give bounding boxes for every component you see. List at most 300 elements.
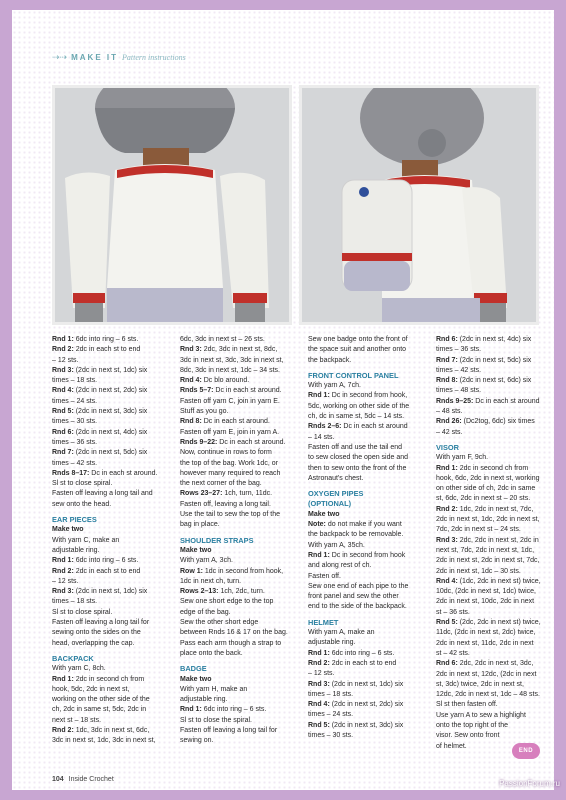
instruction-line (180, 345, 304, 355)
instruction-line (436, 505, 560, 515)
round-label: Note: (308, 521, 326, 529)
instruction-line (436, 546, 560, 556)
instruction-text: Astronaut's chest. (308, 474, 364, 482)
round-label: Rnd 1: (52, 557, 74, 565)
instruction-text: (2dc in next st, 5dc) six (73, 449, 148, 457)
instruction-text: Dc in second from hook (329, 551, 406, 559)
make-it-label: MAKE IT (71, 53, 118, 62)
instruction-text: front panel and sew the other (308, 593, 399, 601)
instruction-line (52, 675, 176, 685)
instruction-text: 3dc in next st, 1dc, 3dc in next st, (52, 737, 156, 745)
subheading: Make two (180, 675, 212, 683)
instruction-line (52, 597, 176, 607)
instruction-text: to sew closed the open side and (308, 454, 409, 462)
round-label: Rows 23–27: (180, 490, 223, 498)
instruction-line (308, 530, 432, 540)
instruction-line (52, 479, 176, 489)
instruction-text: – 42 sts. (436, 428, 463, 436)
instruction-line (52, 335, 176, 345)
instruction-text: st, 6dc, 2dc in next st – 20 sts. (436, 495, 531, 503)
watermark: PassionForum.ru (499, 779, 560, 788)
instruction-line (436, 731, 560, 741)
instruction-line (180, 448, 304, 458)
instruction-line (308, 659, 432, 669)
instruction-line (308, 443, 432, 453)
instruction-line (436, 556, 560, 566)
instruction-text: times – 36 sts. (52, 438, 98, 446)
instruction-text: working on the other side of the (52, 696, 150, 704)
instruction-text: 6dc, 3dc in next st – 26 sts. (180, 336, 265, 343)
instruction-text: times – 18 sts. (52, 377, 98, 385)
round-label: Rnd 1: (308, 392, 330, 400)
instruction-text: 2dc in each st to end (329, 659, 397, 667)
instruction-text: 2dc in second ch from (457, 464, 529, 472)
instruction-line (436, 742, 560, 752)
instruction-line (308, 572, 432, 582)
instruction-text: (2dc in next st, 6dc) six (457, 377, 532, 385)
round-label: Rnds 5–7: (180, 387, 214, 395)
instruction-text: 1dc, 2dc in next st, 7dc, (457, 505, 534, 513)
round-label: Rnd 4: (52, 387, 74, 395)
instruction-text: Fasten off leaving a long tail for (52, 619, 150, 627)
instruction-text: sew onto the head. (52, 500, 112, 508)
instruction-line (308, 710, 432, 720)
instruction-line (308, 582, 432, 592)
round-label: Rnd 8: (436, 377, 458, 385)
round-label: Rnd 6: (436, 336, 458, 343)
instruction-line (180, 397, 304, 407)
round-label: Rnd 3: (180, 346, 202, 354)
round-label: Rnd 1: (180, 706, 202, 714)
instruction-line (180, 628, 304, 638)
instruction-text: do not make if you want (325, 521, 402, 529)
instruction-text: Sl st then fasten off. (436, 701, 498, 709)
instruction-text: – 12 sts. (308, 670, 335, 678)
instruction-text: hook, 5dc, 2dc in next st, (52, 685, 130, 693)
instruction-text: 1dc, 3dc in next st, 6dc, (73, 726, 150, 734)
instruction-text: Fasten off leaving a long tail and (52, 490, 153, 498)
instruction-text: onto the top right of the (436, 721, 508, 729)
text-column-2 (180, 335, 304, 752)
instruction-text: 3dc in next st, 3dc, 3dc in next st, (180, 356, 284, 364)
instruction-text: place onto the back. (180, 649, 243, 657)
instruction-text: Use the tail to sew the top of the (180, 511, 281, 519)
instruction-line (436, 397, 560, 407)
instruction-line (436, 680, 560, 690)
instruction-line (436, 335, 560, 345)
instruction-text: – 14 sts. (308, 433, 335, 441)
instruction-text: times – 36 sts. (436, 346, 482, 354)
instruction-line (436, 386, 560, 396)
instruction-text: 1ch, 2dc, turn. (218, 588, 265, 596)
instruction-text: With yarn H, make an (180, 685, 248, 693)
instruction-line (436, 587, 560, 597)
instruction-line (180, 428, 304, 438)
instruction-line (52, 716, 176, 726)
instruction-text: 5dc, working on other side of the (308, 402, 410, 410)
section-heading: VISOR (436, 442, 459, 452)
instruction-line (52, 639, 176, 649)
instruction-text: (2dc in next st, 3dc) six (73, 408, 148, 416)
instruction-line (436, 356, 560, 366)
instruction-line (52, 469, 176, 479)
instruction-line (308, 649, 432, 659)
instruction-text: Dc in each st around (473, 397, 540, 405)
instruction-line (52, 736, 176, 746)
round-label: Rnd 4: (180, 377, 202, 385)
instruction-line (436, 690, 560, 700)
instruction-line (436, 649, 560, 659)
instruction-text: Fasten off. (308, 572, 341, 580)
instruction-line (308, 345, 432, 355)
round-label: Rnd 1: (308, 551, 330, 559)
instruction-line (436, 628, 560, 638)
instruction-text: Sew one short edge to the top (180, 598, 274, 606)
instruction-text: 1dc in next ch, turn. (180, 577, 242, 585)
instruction-line (308, 474, 432, 484)
instruction-line (52, 726, 176, 736)
instruction-text: times – 24 sts. (308, 711, 354, 719)
instruction-text: Fasten off, leaving a long tail. (180, 500, 271, 508)
section-heading: (OPTIONAL) (308, 499, 352, 509)
instruction-text: Fasten off leaving a long tail for (180, 726, 278, 734)
section-heading: EAR PIECES (52, 515, 97, 525)
magazine-page (12, 10, 554, 790)
round-label: Rnd 1: (436, 464, 458, 472)
instruction-text: the space suit and another onto (308, 346, 407, 354)
round-label: Rnd 3: (52, 588, 74, 596)
instruction-text: With yarn A, 7ch. (308, 382, 361, 390)
text-column-1 (52, 335, 176, 752)
round-label: Rnds 9–25: (436, 397, 474, 405)
text-column-3 (308, 335, 432, 752)
instruction-line (52, 366, 176, 376)
instruction-text: Sew the other short edge (180, 619, 259, 627)
instruction-text: hook, 6dc, 2dc in next st, working (436, 474, 540, 482)
instruction-text: ch, 2dc in same st, 5dc, 2dc in (52, 706, 147, 714)
instruction-line (308, 422, 432, 432)
instruction-line (180, 736, 304, 746)
instruction-text: 2dc in next st, 11dc, 2dc in next (436, 639, 534, 647)
instruction-line (180, 649, 304, 659)
round-label: Rnd 2: (52, 346, 74, 354)
instruction-line (52, 489, 176, 499)
instruction-line (180, 417, 304, 427)
instruction-line (180, 489, 304, 499)
instruction-line (180, 597, 304, 607)
instruction-line (308, 541, 432, 551)
instruction-text: (2dc in next st, 2dc) six (329, 701, 404, 709)
instruction-line (308, 433, 432, 443)
instruction-line (180, 716, 304, 726)
instruction-text: the backpack to be removable. (308, 531, 404, 539)
instruction-line (308, 731, 432, 741)
instruction-text: Fasten off yarn C, join in yarn E. (180, 397, 280, 405)
instruction-line (436, 597, 560, 607)
subheading: Make two (308, 510, 340, 518)
instruction-text: Dc in each st around. (89, 469, 158, 477)
instruction-text: on other side of ch, 2dc in same (436, 485, 536, 493)
instruction-text: Dc in each st around. (213, 387, 282, 395)
round-label: Rnd 2: (52, 726, 74, 734)
instruction-text: the next corner of the bag. (180, 480, 262, 488)
instruction-line (308, 464, 432, 474)
instruction-line (52, 695, 176, 705)
instruction-line (308, 592, 432, 602)
instruction-line (180, 556, 304, 566)
photo-astronaut-back (299, 85, 539, 325)
instruction-text: – 12 sts. (52, 577, 79, 585)
astronaut-back-image (302, 88, 536, 322)
instruction-line (52, 417, 176, 427)
instruction-line (436, 608, 560, 618)
instruction-line (180, 356, 304, 366)
instruction-text: (2dc in next st, 5dc) six (457, 356, 532, 364)
instruction-text: adjustable ring. (308, 639, 356, 647)
instruction-text: With yarn A, make an (308, 629, 375, 637)
instruction-line (180, 386, 304, 396)
instruction-text: Sl st to close the spiral. (180, 716, 252, 724)
instruction-text: Dc blo around. (201, 377, 250, 385)
instruction-text: 2dc in second ch from (73, 675, 145, 683)
instruction-line (308, 602, 432, 612)
instruction-text: st – 42 sts. (436, 649, 470, 657)
instruction-line (180, 685, 304, 695)
instruction-line (52, 376, 176, 386)
section-header (52, 52, 186, 63)
instruction-line (180, 587, 304, 597)
round-label: Rows 2–13: (180, 588, 219, 596)
instruction-text: the backpack. (308, 356, 352, 364)
instruction-line (52, 577, 176, 587)
instruction-line (52, 448, 176, 458)
round-label: Rnd 3: (308, 680, 330, 688)
instruction-text: times – 30 sts. (308, 731, 354, 739)
instruction-text: With yarn F, 9ch. (436, 454, 489, 462)
instruction-text: 6dc into ring – 6 sts. (329, 649, 395, 657)
instruction-line (180, 577, 304, 587)
instruction-line (436, 345, 560, 355)
instruction-line (308, 561, 432, 571)
round-label: Rnd 7: (52, 449, 74, 457)
instruction-text: (2dc in next st, 1dc) six (73, 366, 148, 374)
instruction-line (180, 376, 304, 386)
instruction-line (308, 690, 432, 700)
instruction-line (52, 536, 176, 546)
instruction-line (52, 705, 176, 715)
instruction-line (436, 417, 560, 427)
instruction-text: Use yarn A to sew a highlight (436, 711, 526, 719)
instruction-line (436, 659, 560, 669)
section-heading: SHOULDER STRAPS (180, 535, 254, 545)
instruction-text: – 48 sts. (436, 408, 463, 416)
instruction-line (180, 479, 304, 489)
round-label: Rnd 26: (436, 418, 462, 426)
instruction-line (308, 391, 432, 401)
instruction-line (436, 376, 560, 386)
subheading: Make two (52, 526, 84, 534)
instruction-line (436, 618, 560, 628)
instruction-line (52, 500, 176, 510)
instruction-line (308, 335, 432, 345)
instruction-text: adjustable ring. (52, 546, 100, 554)
round-label: Rnd 1: (308, 649, 330, 657)
instruction-text: times – 18 sts. (308, 690, 354, 698)
instruction-text: Sl st to close spiral. (52, 608, 113, 616)
instruction-text: 2dc in next st, 10dc, 2dc in next (436, 598, 535, 606)
instruction-text: of helmet. (436, 742, 467, 750)
instruction-text: Now, continue in rows to form (180, 449, 272, 457)
instruction-line (180, 608, 304, 618)
round-label: Rnd 2: (308, 659, 330, 667)
instruction-line (436, 670, 560, 680)
round-label: Rnd 1: (52, 675, 74, 683)
instruction-text: adjustable ring. (180, 696, 228, 704)
pattern-text-columns (52, 335, 556, 752)
instruction-line (436, 536, 560, 546)
instruction-text: sewing onto the sides on the (52, 629, 141, 637)
section-heading: BACKPACK (52, 653, 94, 663)
instruction-text: times – 42 sts. (436, 366, 482, 374)
instruction-line (180, 639, 304, 649)
round-label: Rnd 2: (52, 567, 74, 575)
instruction-line (52, 407, 176, 417)
instruction-line (308, 638, 432, 648)
instruction-text: Dc in each st around (341, 423, 408, 431)
instruction-text: (Dc2tog, 6dc) six times (461, 418, 535, 426)
instruction-line (308, 356, 432, 366)
instruction-line (436, 453, 560, 463)
instruction-text: sewing on. (180, 737, 214, 745)
round-label: Rnds 8–17: (52, 469, 90, 477)
instruction-text: With yarn A, 35ch. (308, 541, 365, 549)
instruction-text: 7dc, 2dc in next st – 24 sts. (436, 526, 521, 534)
instruction-line (52, 587, 176, 597)
instruction-line (308, 520, 432, 530)
section-heading: FRONT CONTROL PANEL (308, 370, 399, 380)
instruction-text: 6dc into ring – 6 sts. (73, 336, 139, 343)
instruction-line (308, 551, 432, 561)
round-label: Rnd 2: (436, 505, 458, 513)
instruction-text: Sew one end of each pipe to the (308, 582, 409, 590)
text-column-4 (436, 335, 560, 752)
instruction-line (180, 407, 304, 417)
instruction-line (436, 577, 560, 587)
instruction-line (180, 438, 304, 448)
instruction-text: With yarn C, make an (52, 536, 120, 544)
instruction-line (436, 711, 560, 721)
instruction-text: next st, 7dc, 2dc in next st, 1dc, (436, 546, 535, 554)
instruction-line (436, 407, 560, 417)
instruction-text: times – 48 sts. (436, 387, 482, 395)
round-label: Rnd 6: (436, 660, 458, 668)
instruction-text: 2dc, 3dc in next st, 8dc, (201, 346, 278, 354)
instruction-text: 6dc into ring – 6 sts. (73, 557, 139, 565)
instruction-line (308, 680, 432, 690)
round-label: Rnds 9–22: (180, 438, 218, 446)
instruction-text: (2dc in next st, 2dc) six (73, 387, 148, 395)
instruction-line (52, 628, 176, 638)
page-footer (52, 776, 114, 783)
instruction-line (436, 494, 560, 504)
instruction-line (180, 726, 304, 736)
instruction-line (180, 520, 304, 530)
instruction-text: 10dc, (2dc in next st, 1dc) twice, (436, 588, 536, 596)
instruction-line (52, 438, 176, 448)
instruction-text: bag in place. (180, 521, 220, 529)
instruction-line (52, 664, 176, 674)
instruction-line (308, 721, 432, 731)
instruction-text: then to sew onto the front of the (308, 464, 407, 472)
round-label: Rnds 2–6: (308, 423, 342, 431)
instruction-line (308, 700, 432, 710)
round-label: Rnd 7: (436, 356, 458, 364)
instruction-line (436, 515, 560, 525)
instruction-line (180, 366, 304, 376)
instruction-text: Dc in each st around. (201, 418, 270, 426)
instruction-text: times – 30 sts. (52, 418, 98, 426)
magazine-name: Inside Crochet (68, 776, 114, 783)
section-heading: HELMET (308, 617, 339, 627)
instruction-line (308, 402, 432, 412)
instruction-text: Pass each arm though a strap to (180, 639, 282, 647)
round-label: Rnd 1: (52, 336, 74, 343)
instruction-text: 2dc, 2dc in next st, 2dc in (457, 536, 539, 544)
instruction-text: (1dc, 2dc in next st) twice, (457, 577, 541, 585)
instruction-line (52, 345, 176, 355)
instruction-line (52, 386, 176, 396)
instruction-line (436, 721, 560, 731)
instruction-text: 6dc into ring – 6 sts. (201, 706, 267, 714)
instruction-text: 12dc, 2dc in next st, 1dc – 48 sts. (436, 691, 540, 699)
instruction-line (436, 700, 560, 710)
subheading: Make two (180, 546, 212, 554)
instruction-text: Fasten off yarn E, join in yarn A. (180, 428, 280, 436)
instruction-text: Fasten off and use the tail end (308, 443, 403, 451)
instruction-line (180, 469, 304, 479)
instruction-text: 2dc in each st to end (73, 567, 141, 575)
instruction-text: and along rest of ch. (308, 562, 372, 570)
instruction-line (52, 608, 176, 618)
page-number: 104 (52, 776, 64, 783)
instruction-text: Sew one badge onto the front of (308, 336, 408, 343)
photo-astronaut-side (52, 85, 292, 325)
section-heading: OXYGEN PIPES (308, 489, 364, 499)
round-label: Rnd 5: (308, 721, 330, 729)
instruction-text: end to the side of the backpack. (308, 603, 407, 611)
instruction-line (52, 356, 176, 366)
instruction-text: 2dc in next st, 1dc – 30 sts. (436, 567, 521, 575)
instruction-text: (2dc in next st, 4dc) six (457, 336, 532, 343)
instruction-text: times – 42 sts. (52, 459, 98, 467)
instruction-text: 11dc, (2dc in next st, 2dc) twice, (436, 629, 536, 637)
round-label: Rnd 5: (52, 408, 74, 416)
instruction-text: visor. Sew onto front (436, 732, 500, 740)
instruction-line (180, 705, 304, 715)
instruction-line (180, 618, 304, 628)
pattern-instructions-label: Pattern instructions (121, 53, 186, 62)
instruction-text: With yarn C, 8ch. (52, 665, 106, 673)
instruction-text: 1ch, turn, 11dc. (222, 490, 273, 498)
instruction-line (436, 366, 560, 376)
instruction-text: Stuff as you go. (180, 408, 229, 416)
instruction-text: Dc in each st around. (217, 438, 286, 446)
instruction-line (52, 556, 176, 566)
instruction-line (180, 510, 304, 520)
instruction-text: 8dc, 3dc in next st, 1dc – 34 sts. (180, 366, 280, 374)
instruction-text: ch, dc in same st, 5dc – 14 sts. (308, 413, 405, 421)
instruction-text: however many required to reach (180, 469, 281, 477)
